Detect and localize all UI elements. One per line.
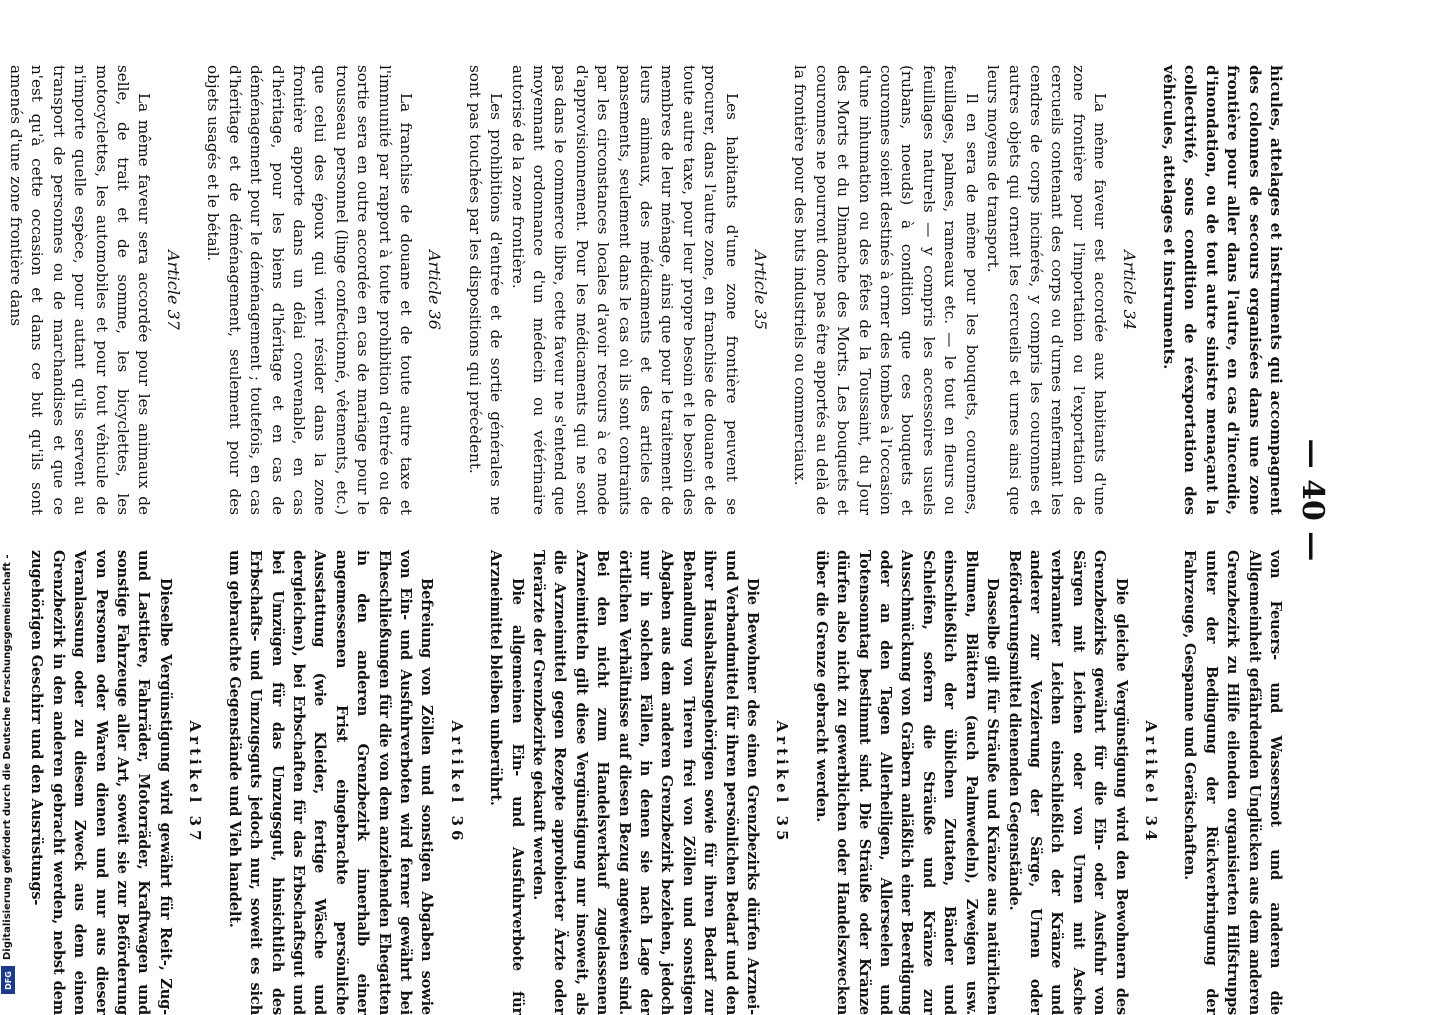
german-article-37-title: Artikel 37 [186, 720, 205, 845]
french-article-34-para-2: Il en sera de même pour les bouquets, couronnes, feuillages, palmes, rameaux etc. — le tout en fleurs ou feuillages naturels — y compris les accessoires usuels (rubans, noeuds) à condition que ces bouquets et couronnes soient destinés à orner des tombes à l'occasion d'une inhumation ou des fêtes de la Toussaint, du Jour des Morts et du Dimanche des Morts. Les bouquets et couronnes ne pourront donc pas être apportés au delà de la frontière pour des buts industriels ou commerciaux. [791, 65, 981, 515]
french-article-37-para-1: La même faveur sera accordée pour les animaux de selle, de trait et de somme, les bicyclettes, les motocyclettes, les automobiles et pour tout véhicule de n'importe quelle espèce, pour autant qu'ils servent au transport de personnes ou de marchandises et que ce n'est qu'à cette occasion et dans ce but qu'ils sont amenés d'une zone frontière dans [7, 65, 154, 515]
german-article-34-para-2: Dasselbe gilt für Sträuße und Kränze aus natürlichen Blumen, Blättern (auch Palmwedeln), Zweigen usw. einschließlich der üblichen Zutaten, Bänder und Schleifen, sofern die Sträuße und Kränze zur Ausschmückung von Gräbern anläßlich einer Beerdigung oder an den Tagen Allerheiligen, Allerseelen und Totensonntag bestimmt sind. Die Sträuße oder Kränze dürfen also nicht zu gewerblichen oder Handelszwecken über die Grenze gebracht werden. [812, 550, 1002, 1015]
german-article-37-para-1: Dieselbe Vergünstigung wird gewährt für Reit-, Zug- und Lasttiere, Fahrräder, Motorräder, Kraftwagen und sonstige Fahrzeuge aller Art, soweit sie zur Beförderung von Personen oder Waren dienen und nur aus dieser Veranlassung oder zu diesem Zweck aus dem einen Grenzbezirk in den anderen gebracht werden, nebst dem zugehörigen Geschirr und den Ausrüstungs- [28, 550, 174, 1015]
page-number: — 40 — [1295, 438, 1330, 562]
german-article-34-title: Artikel 34 [1141, 720, 1160, 845]
german-article-36-para-1: Befreiung von Zöllen und sonstigen Abgaben sowie von Ein- und Ausfuhrverboten wird ferner gewährt bei Eheschließungen für die von dem anziehenden Ehegatten in den anderen Grenzbezirk innerhalb einer angemessenen Frist eingebrachte persönliche Ausstattung (wie Kleider, fertige Wäsche und dergleichen), bei Erbschaften für das Erbschaftsgut und bei Umzügen für das Umzugsgut, hinsichtlich des Erbschafts- und Umzugsguts jedoch nur, soweit es sich um gebrauchte Gegenstände und Vieh handelt. [225, 550, 436, 1015]
german-article-36-title: Artikel 36 [447, 720, 466, 845]
french-article-35-title: Article 35 [751, 250, 771, 330]
german-article-34-para-1: Die gleiche Vergünstigung wird den Bewohnern des Grenzbezirks gewährt für die Ein- oder Ausfuhr von Särgen mit Leichen oder von Urnen mit Asche verbrannter Leichen einschließlich der Kränze und anderer zur Verzierung der Särge, Urnen oder Beförderungsmittel dienenden Gegenstände. [1005, 550, 1130, 1015]
german-intro: von Feuers- und Wassersnot und anderen die Allgemeinheit gefährdenden Unglücken aus dem anderen Grenzbezirk zu Hilfe eilenden organisierten Hilfstrupps unter der Bedingung der Rückverbringung der Fahrzeuge, Gespanne und Gerätschaften. [1181, 550, 1284, 1015]
french-article-36-para-1: La franchise de douane et de toute autre taxe et l'immunité par rapport à toute prohibition d'entrée ou de sortie sera en outre accordée en cas de mariage pour le trousseau personnel (linge confectionné, vêtements, etc.) que celui des époux qui vient résider dans la zone frontière apporte dans un délai convenable, en cas d'héritage, pour les biens d'héritage et en cas de déménagement pour le déménagement ; toutefois, en cas d'héritage et de déménagement, seulement pour des objets usagés et le bétail. [204, 65, 415, 515]
french-article-37-title: Article 37 [163, 250, 183, 330]
french-article-34-para-1: La même faveur est accordée aux habitants d'une zone frontière pour l'importation ou l'exportation de cercueils contenant des corps ou d'urnes renfermant les cendres de corps incinérés, y compris les couronnes et autres objets qui ornent les cercueils et urnes ainsi que leurs moyens de transport. [984, 65, 1110, 515]
french-article-36-title: Article 36 [425, 250, 445, 330]
digitization-credit: Digitalisierung gefördert durch die Deutsche Forschungsgemeinschaft - [2, 554, 13, 960]
french-article-35-para-1: Les habitants d'une zone frontière peuvent se procurer, dans l'autre zone, en franchise de douane et de toute autre taxe, pour leur propre besoin et le besoin des membres de leur ménage, ainsi que pour le traitement de leurs animaux, des médicaments et des articles de pansements, seulement dans le cas où ils sont contraints par les circonstances locales d'avoir recours à ce mode d'approvisionnement. Pour les médicaments qui ne sont pas dans le commerce libre, cette faveur ne s'entend que moyennant ordonnance d'un médecin ou vétérinaire autorisé de la zone frontière. [508, 65, 741, 515]
german-article-35-para-2: Die allgemeinen Ein- und Ausfuhrverbote für Arzneimittel bleiben unberührt. [487, 550, 526, 1015]
dfg-logo-icon: DFG [1, 966, 15, 994]
german-article-35-title: Artikel 35 [773, 720, 792, 845]
french-article-35-para-2: Les prohibitions d'entrée et de sortie générales ne sont pas touchées par les dispositions qui précèdent. [465, 65, 506, 515]
french-intro: hicules, attelages et instruments qui accompagnent des colonnes de secours organisées dans une zone frontière pour aller dans l'autre, en cas d'incendie, d'inondation, ou de tout autre sinistre menaçant la collectivité, sous condition de réexportation des véhicules, attelages et instruments. [1159, 65, 1285, 515]
german-column [28, 550, 1286, 1015]
french-article-34-title: Article 34 [1119, 250, 1139, 330]
french-column [7, 65, 1286, 515]
german-article-35-para-1: Die Bewohner des einen Grenzbezirks dürfen Arznei- und Verbandmittel für ihren persönlichen Bedarf und den ihrer Haushaltsangehörigen sowie für ihren Bedarf zur Behandlung von Tieren frei von Zöllen und sonstigen Abgaben aus dem anderen Grenzbezirk beziehen, jedoch nur in solchen Fällen, in denen sie nach Lage der örtlichen Verhältnisse auf diesen Bezug angewiesen sind. Bei den nicht zum Handelsverkauf zugelassenen Arzneimitteln gilt diese Vergünstigung nur insoweit, als die Arzneimittel gegen Rezepte approbierter Ärzte oder Tierärzte der Grenzbezirke gekauft werden. [530, 550, 762, 1015]
